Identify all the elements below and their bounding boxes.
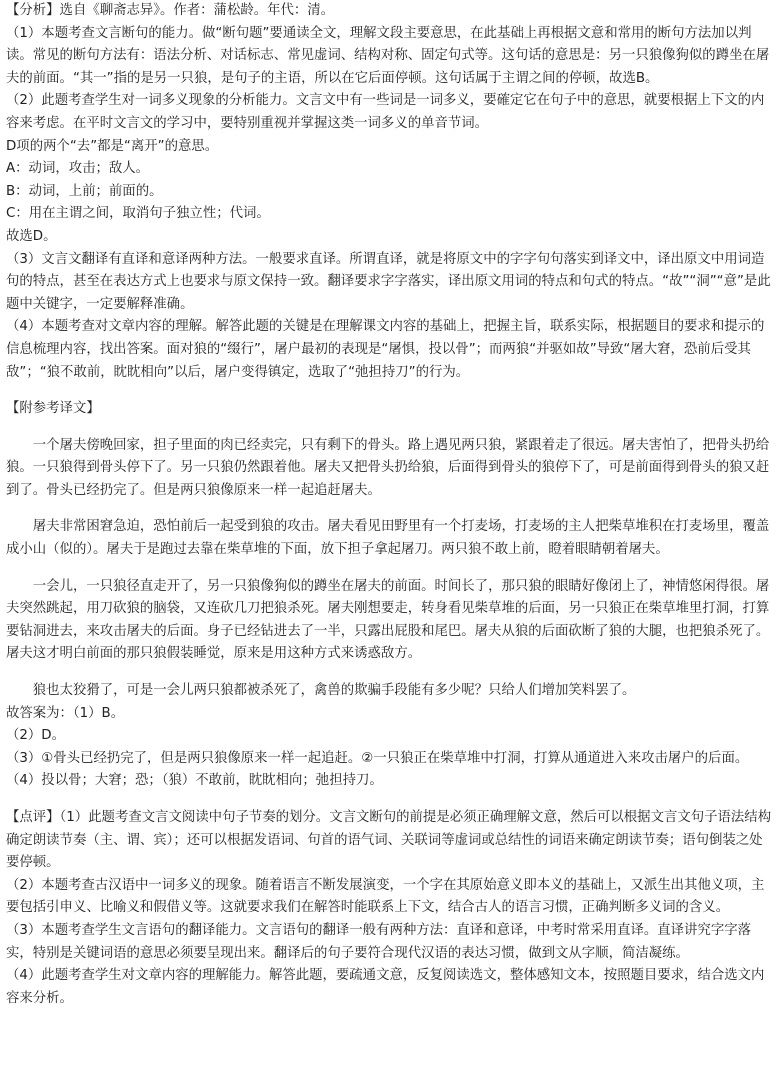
analysis-option-a: A：动词，攻击；敌人。 — [6, 161, 150, 177]
comment-point-1: 【点评】（1）此题考查文言文阅读中句子节奏的划分。文言文断句的前提是必须正确理解文意，然后可以根据文言文句子语法结构确定朗读节奏（主、谓、宾）；还可以根据发语词、句首的语气词、关联词等虚词或总结性的词语来确定朗读节奏；语句倒装之处要停顿。 — [6, 810, 772, 871]
analysis-option-c: C：用在主谓之间，取消句子独立性；代词。 — [6, 206, 270, 222]
answer-line-3: （3）①骨头已经扔完了，但是两只狼像原来一样一起追赶。②一只狼正在柴草堆中打洞，打算从通道进入来攻击屠户的后面。 — [6, 750, 749, 766]
analysis-point-1: （1）本题考查文言断句的能力。做“断句题”要通读全文，理解文段主要意思，在此基础上再根据文意和常用的断句方法加以判读。常见的断句方法有：语法分析、对话标志、常见虚词、结构对称、固定句式等。这句话的意思是：另一只狼像狗似的蹲坐在屠夫的前面。“其一”指的是另一只狼，是句子的主语，所以在它后面停顿。这句话属于主谓之间的停顿，故选B。 — [6, 25, 770, 86]
comment-section — [6, 807, 774, 1010]
translation-paragraph-1: 一个屠夫傍晚回家，担子里面的肉已经卖完，只有剩下的骨头。路上遇见两只狼，紧跟着走了很远。屠夫害怕了，把骨头扔给狼。一只狼得到骨头停下了。另一只狼仍然跟着他。屠夫又把骨头扔给狼，后面得到骨头的狼停下了，可是前面得到骨头的狼又赶到了。骨头已经扔完了。但是两只狼像原来一样一起追赶屠夫。 — [6, 437, 770, 498]
comment-point-2: （2）本题考查古汉语中一词多义的现象。随着语言不断发展演变，一个字在其原始意义即本义的基础上，又派生出其他义项，主要包括引申义、比喻义和假借义等。这就要求我们在解答时能联系上下文，结合古人的语言习惯，正确判断多义词的含义。 — [6, 877, 765, 916]
answer-line-1: 故答案为：（1）B。 — [6, 705, 125, 721]
analysis-point-2: （2）此题考查学生对一词多义现象的分析能力。文言文中有一些词是一词多义，要確定它在句子中的意思，就要根据上下文的内容来考虑。在平时文言文的学习中，要特别重视并掌握这类一词多义的单音节词。 — [6, 93, 765, 131]
analysis-option-d: D项的两个“去”都是“离开”的意思。 — [6, 138, 219, 154]
analysis-option-b: B：动词，上前；前面的。 — [6, 183, 163, 199]
analysis-section — [6, 0, 774, 384]
translation-paragraph-4: 狼也太狡猾了，可是一会儿两只狼都被杀死了，禽兽的欺骗手段能有多少呢？只给人们增加笑料罢了。 — [32, 683, 636, 699]
answer-line-4: （4）投以骨；大窘；恐；（狼）不敢前，眈眈相向；弛担持刀。 — [6, 773, 383, 789]
translation-section — [6, 398, 774, 703]
analysis-choose-d: 故选D。 — [6, 228, 57, 244]
translation-paragraph-3: 一会儿，一只狼径直走开了，另一只狼像狗似的蹲坐在屠夫的前面。时间长了，那只狼的眼睛好像闭上了，神情悠闲得很。屠夫突然跳起，用刀砍狼的脑袋，又连砍几刀把狼杀死。屠夫刚想要走，转身看见柴草堆的后面，另一只狼正在柴草堆里打洞，打算要钻洞进去，来攻击屠夫的后面。身子已经钻进去了一半，只露出屁股和尾巴。屠夫从狼的后面砍断了狼的大腿，也把狼杀死了。屠夫这才明白前面的那只狼假装睡觉，原来是用这种方式来诱惑敌方。 — [6, 578, 770, 662]
comment-point-4: （4）此题考查学生对文章内容的理解能力。解答此题，要疏通文意，反复阅读选文，整体感知文本，按照题目要求，结合选文内容来分析。 — [6, 968, 765, 1006]
analysis-heading: 【分析】选自《聊斋志异》。作者：蒲松龄。年代：清。 — [6, 3, 335, 18]
answer-line-2: （2）D。 — [6, 728, 66, 744]
translation-paragraph-2: 屠夫非常困窘急迫，恐怕前后一起受到狼的攻击。屠夫看见田野里有一个打麦场，打麦场的主人把柴草堆积在打麦场里，覆盖成小山（似的）。屠夫于是跑过去靠在柴草堆的下面，放下担子拿起屠刀。两只狼不敢上前，瞪着眼睛朝着屠夫。 — [6, 519, 770, 558]
answers-section — [6, 703, 774, 793]
comment-point-3: （3）本题考查学生文言语句的翻译能力。文言语句的翻译一般有两种方法：直译和意译，中考时常采用直译。直译讲究字字落实，特别是关键词语的意思必须要呈现出来。翻译后的句子要符合现代汉语的表达习惯，做到文从字顺，简洁凝练。 — [6, 922, 751, 961]
analysis-point-3: （3）文言文翻译有直译和意译两种方法。一般要求直译。所谓直译，就是将原文中的字字句句落实到译文中，译出原文中用词造句的特点，甚至在表达方式上也要求与原文保持一致。翻译要求字字落实，译出原文用词的特点和句式的特点。“故”“洞”“意”是此题中关键字，一定要解释准确。 — [6, 251, 771, 312]
analysis-point-4: （4）本题考查对文章内容的理解。解答此题的关键是在理解课文内容的基础上，把握主旨，联系实际，根据题目的要求和提示的信息梳理内容，找出答案。面对狼的“缀行”，屠户最初的表现是“屠惧，投以骨”；而两狼“并驱如故”导致“屠大窘，恐前后受其敌”；“狼不敢前，眈眈相向”以后，屠户变得镇定，选取了“弛担持刀”的行为。 — [6, 319, 765, 380]
translation-heading: 【附参考译文】 — [6, 401, 100, 417]
